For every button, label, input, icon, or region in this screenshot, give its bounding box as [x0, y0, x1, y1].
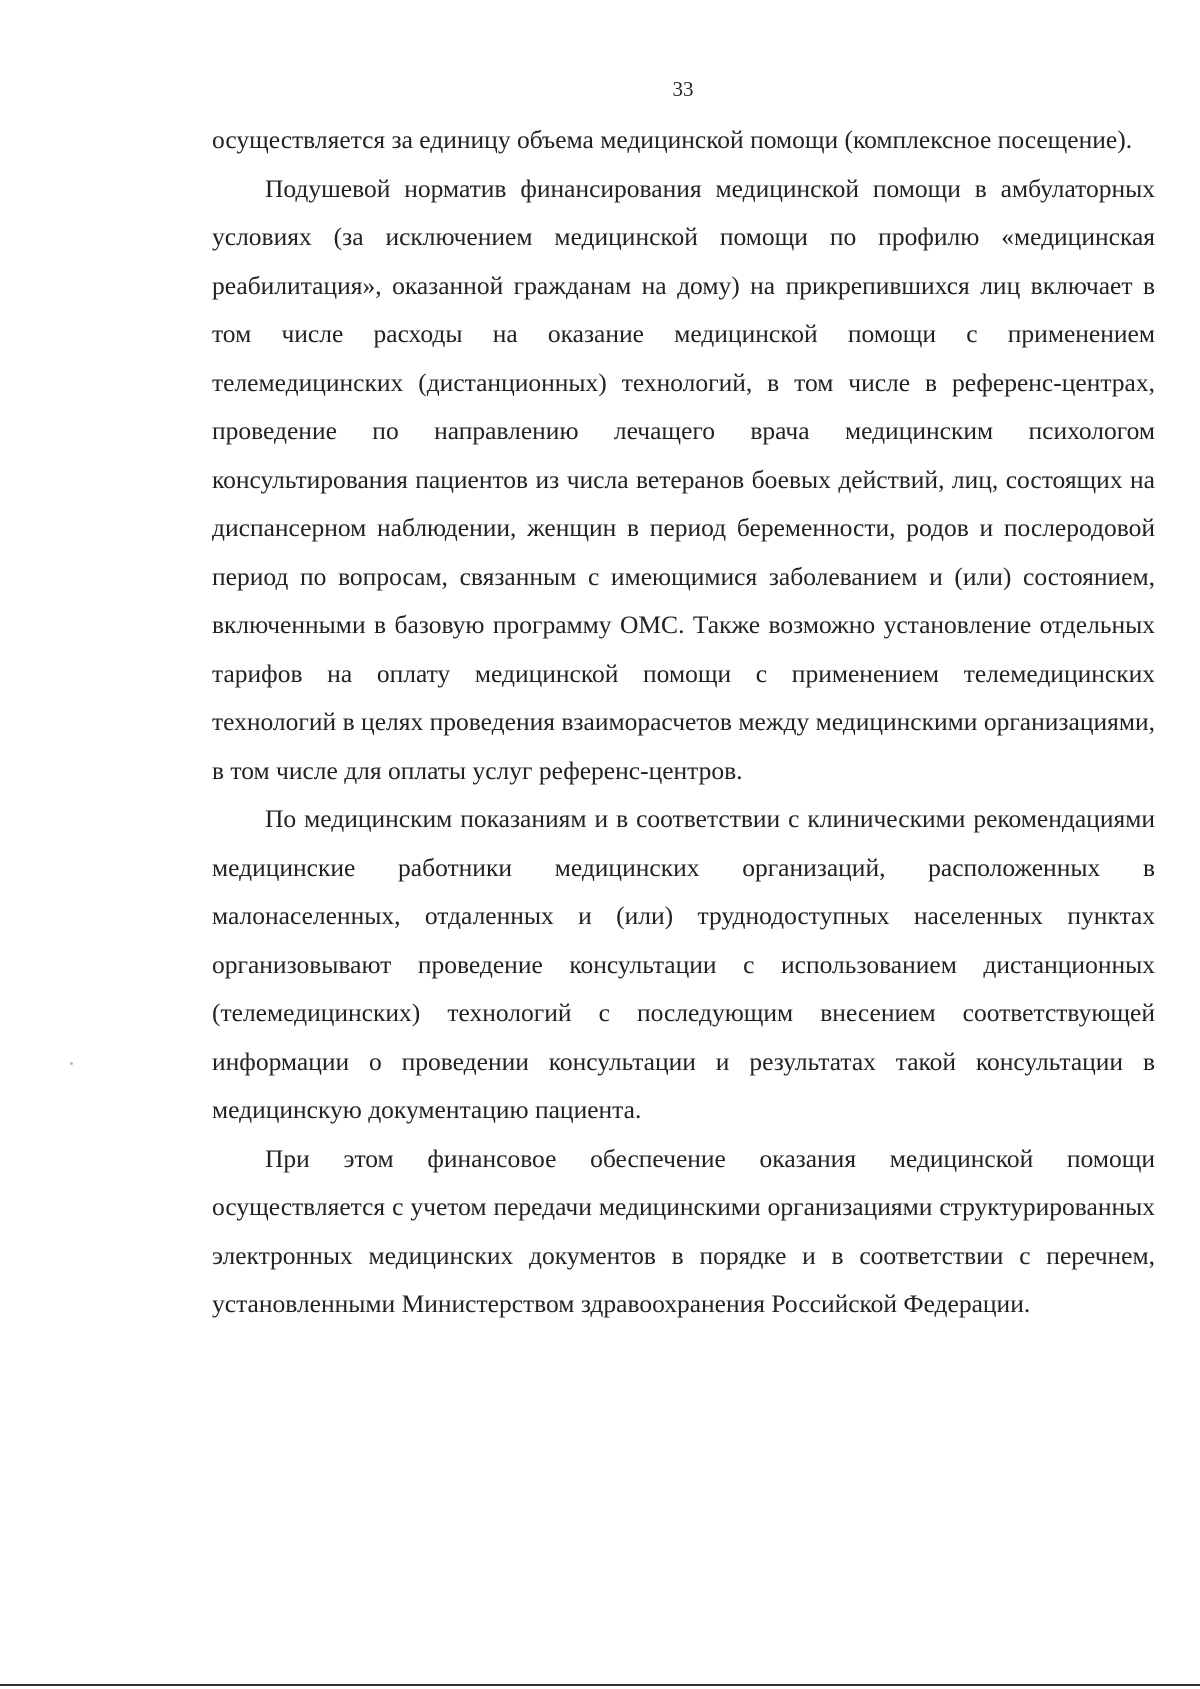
paragraph-continuation: осуществляется за единицу объема медицинской помощи (комплексное посещение).: [212, 125, 1133, 154]
document-body: [212, 116, 1155, 1329]
page-number: 33: [672, 77, 694, 101]
paragraph-capitation-standard: Подушевой норматив финансирования медицинской помощи в амбулаторных условиях (за исключением медицинской помощи по профилю «медицинская реабилитация», оказанной гражданам на дому) на прикрепившихся лиц включает в том числе расходы на оказание медицинской помощи с применением телемедицинских (дистанционных) технологий, в том числе в референс-центрах, проведение по направлению лечащего врача медицинским психологом консультирования пациентов из числа ветеранов боевых действий, лиц, состоящих на диспансерном наблюдении, женщин в период беременности, родов и послеродовой период по вопросам, связанным с имеющимися заболеванием и (или) состоянием, включенными в базовую программу ОМС. Также возможно установление отдельных тарифов на оплату медицинской помощи с применением телемедицинских технологий в целях проведения взаиморасчетов между медицинскими организациями, в том числе для оплаты услуг референс-центров.: [212, 173, 1155, 785]
paragraph-financial-support: При этом финансовое обеспечение оказания медицинской помощи осуществляется с учетом передачи медицинскими организациями структурированных электронных медицинских документов в порядке и в соответствии с перечнем, установленными Министерством здравоохранения Российской Федерации.: [212, 1143, 1155, 1318]
bottom-rule: [0, 1684, 1200, 1686]
paragraph-telemedicine-consultation: По медицинским показаниям и в соответствии с клиническими рекомендациями медицинские работники медицинских организаций, расположенных в малонаселенных, отдаленных и (или) труднодоступных населенных пунктах организовывают проведение консультации с использованием дистанционных (телемедицинских) технологий с последующим внесением соответствующей информации о проведении консультации и результатах такой консультации в медицинскую документацию пациента.: [212, 804, 1155, 1124]
margin-speck: [70, 1062, 73, 1065]
